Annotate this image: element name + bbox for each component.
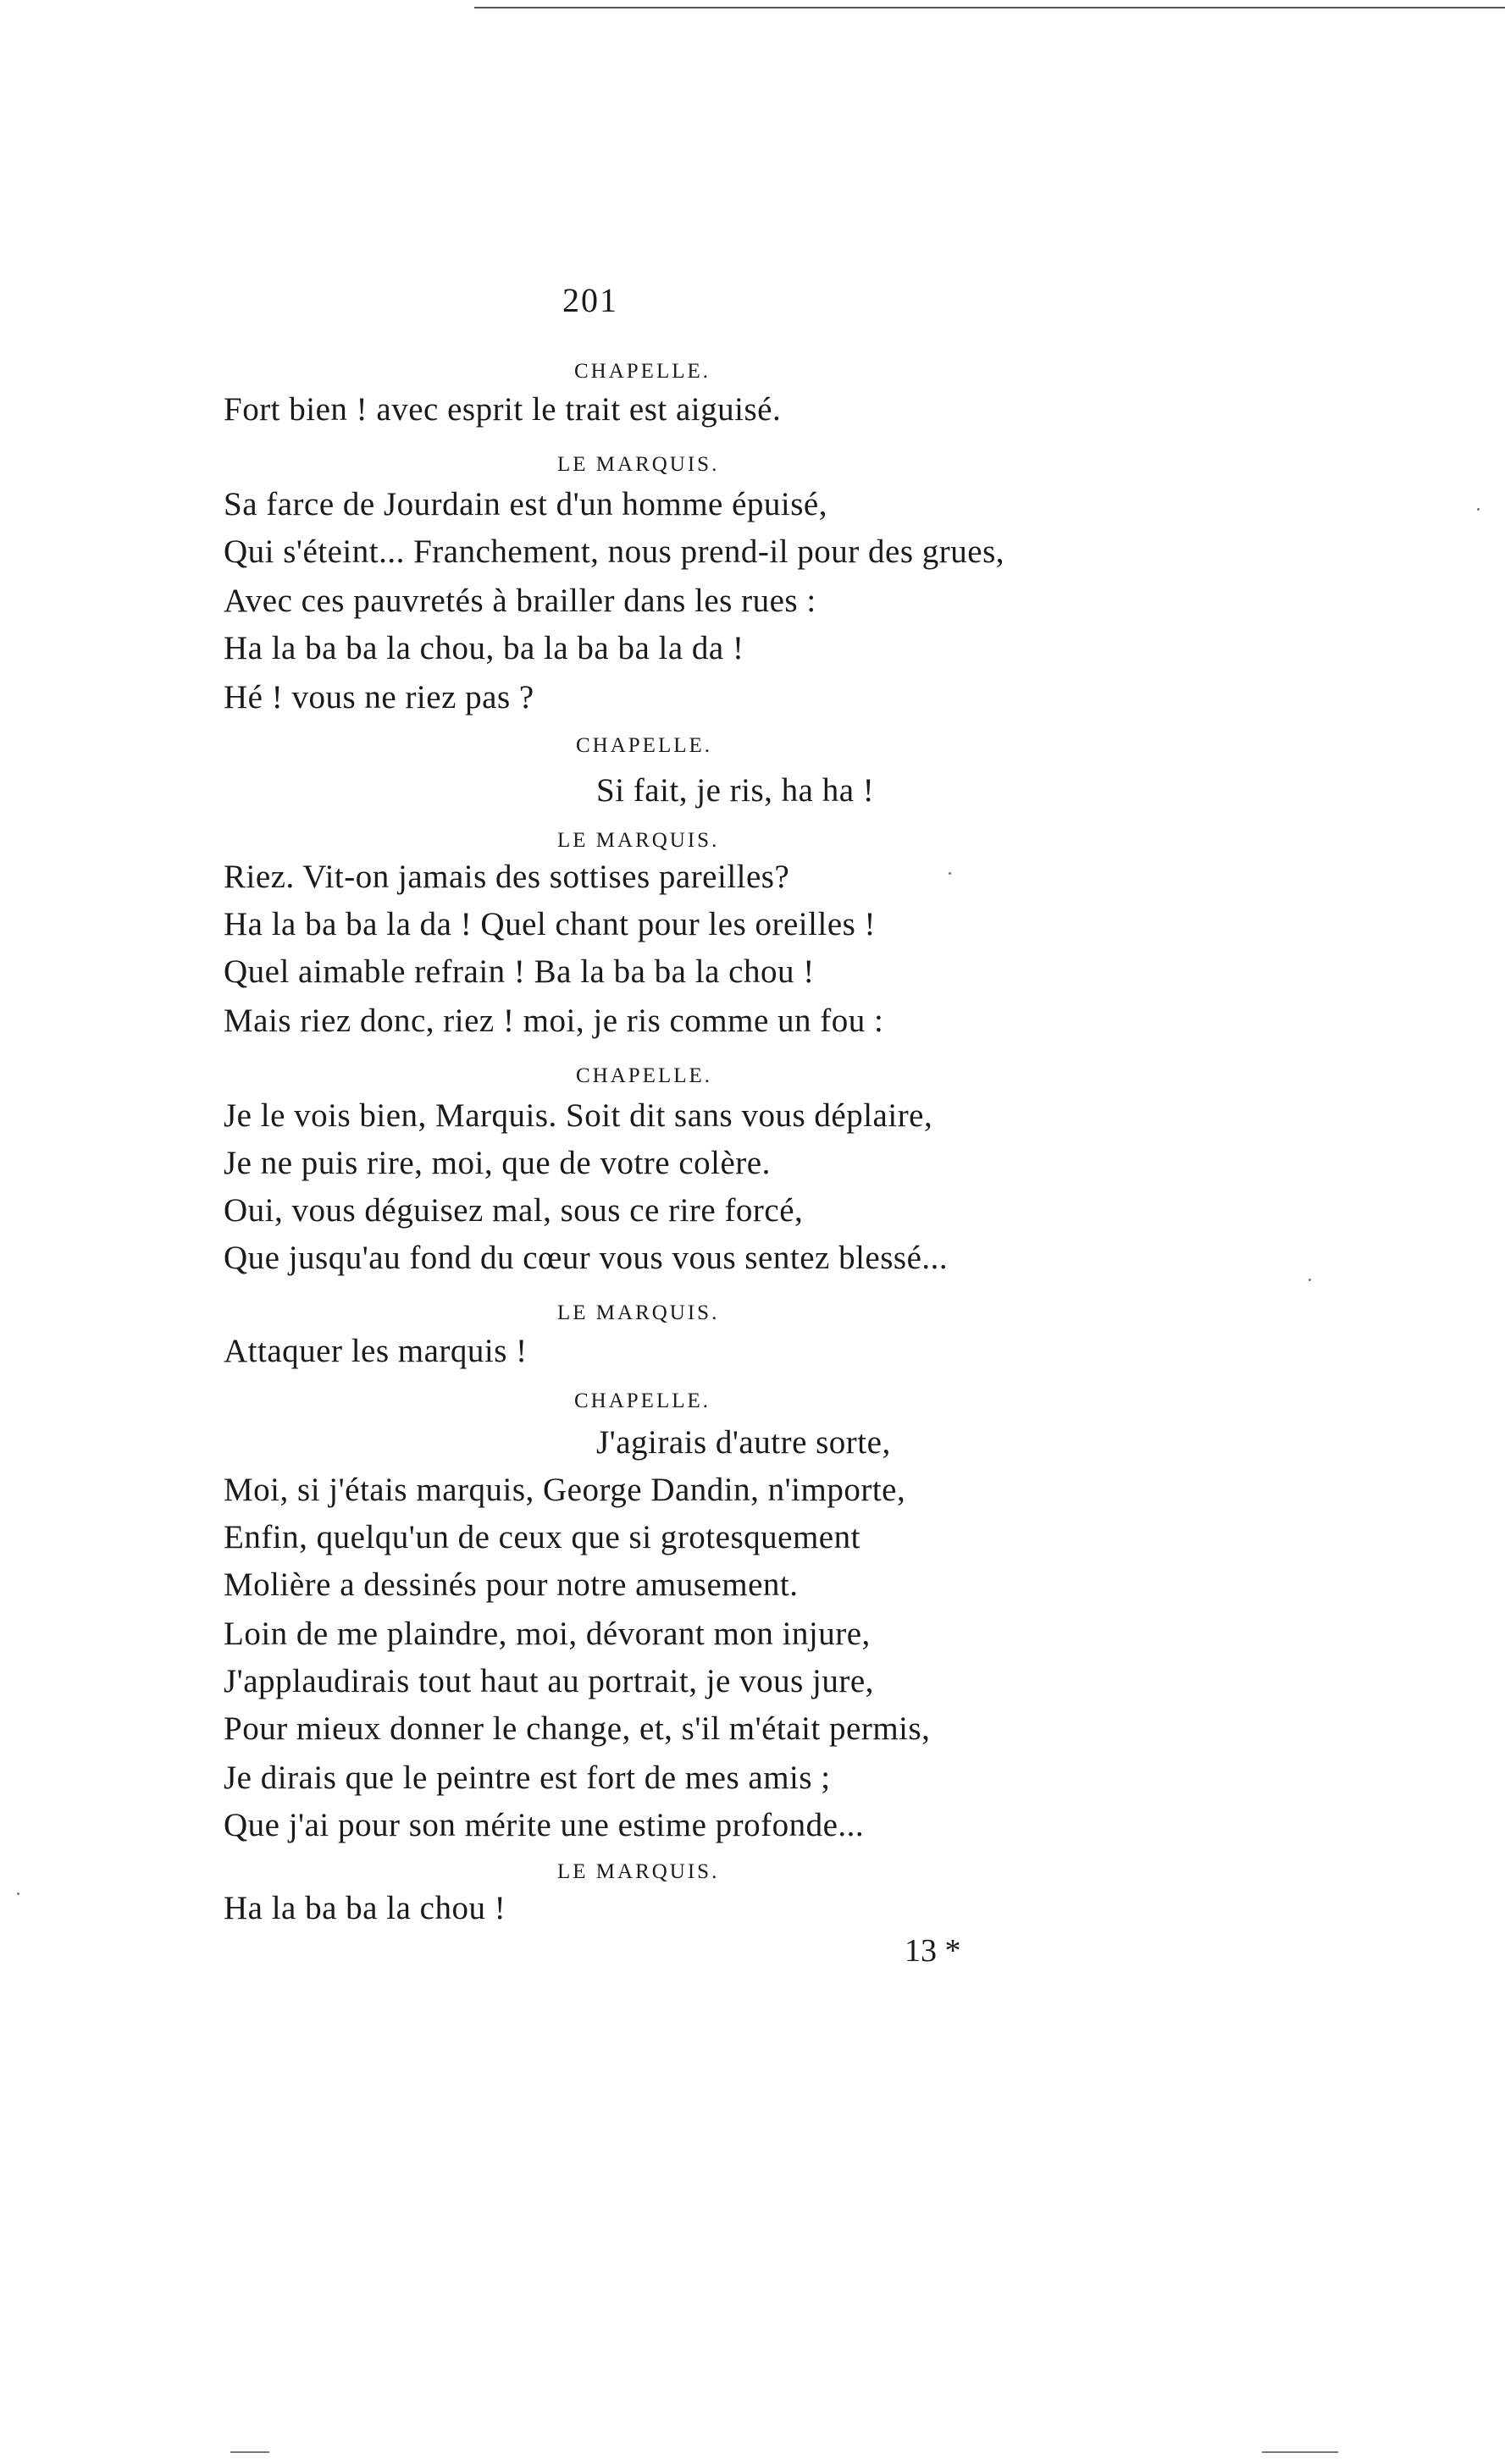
verse-line: Hé ! vous ne riez pas ? [224, 679, 534, 715]
top-rule [474, 7, 1505, 8]
verse-line: Oui, vous déguisez mal, sous ce rire forcé, [224, 1192, 804, 1229]
verse-line: Avec ces pauvretés à brailler dans les rues : [224, 583, 816, 619]
verse-line: Attaquer les marquis ! [224, 1333, 528, 1369]
verse-line: Molière a dessinés pour notre amusement. [224, 1566, 799, 1603]
verse-line: Riez. Vit-on jamais des sottises pareilles? [224, 859, 790, 895]
speaker-label: LE MARQUIS. [557, 829, 720, 852]
verse-line: Moi, si j'étais marquis, George Dandin, n'importe, [224, 1472, 906, 1508]
scan-speck [1309, 1279, 1311, 1281]
verse-line: Loin de me plaindre, moi, dévorant mon injure, [224, 1616, 871, 1652]
verse-line: Enfin, quelqu'un de ceux que si grotesquement [224, 1519, 860, 1555]
verse-line: Ha la ba ba la chou ! [224, 1890, 506, 1926]
speaker-label: LE MARQUIS. [557, 453, 720, 476]
verse-line: Fort bien ! avec esprit le trait est aiguisé. [224, 391, 782, 428]
verse-line: Mais riez donc, riez ! moi, je ris comme un fou : [224, 1003, 884, 1039]
verse-line: Je le vois bien, Marquis. Soit dit sans vous déplaire, [224, 1097, 933, 1134]
scan-speck [949, 872, 951, 875]
verse-line: Pour mieux donner le change, et, s'il m'était permis, [224, 1710, 931, 1747]
speaker-label: CHAPELLE. [576, 1064, 713, 1087]
verse-line: Qui s'éteint... Franchement, nous prend-il pour des grues, [224, 533, 1005, 570]
verse-line: Ha la ba ba la da ! Quel chant pour les oreilles ! [224, 906, 877, 942]
verse-line: Ha la ba ba la chou, ba la ba ba la da ! [224, 630, 744, 666]
verse-line: Sa farce de Jourdain est d'un homme épuisé, [224, 486, 827, 522]
scan-speck [1477, 508, 1480, 511]
bottom-rule [230, 2451, 269, 2453]
speaker-label: CHAPELLE. [574, 360, 711, 383]
signature-mark: 13 * [905, 1933, 961, 1969]
verse-line: Si fait, je ris, ha ha ! [596, 772, 875, 809]
verse-line: Que j'ai pour son mérite une estime profonde... [224, 1807, 865, 1843]
page-number: 201 [562, 281, 618, 319]
verse-line: Quel aimable refrain ! Ba la ba ba la chou ! [224, 953, 815, 990]
speaker-label: CHAPELLE. [574, 1389, 711, 1412]
speaker-label: LE MARQUIS. [557, 1301, 720, 1324]
verse-line: J'applaudirais tout haut au portrait, je vous jure, [224, 1663, 874, 1699]
scan-speck [17, 1892, 19, 1895]
bottom-rule [1262, 2451, 1338, 2453]
verse-line: Je dirais que le peintre est fort de mes amis ; [224, 1760, 831, 1796]
verse-line: Je ne puis rire, moi, que de votre colère. [224, 1145, 771, 1181]
verse-line: J'agirais d'autre sorte, [596, 1424, 891, 1461]
speaker-label: LE MARQUIS. [557, 1860, 720, 1883]
verse-line: Que jusqu'au fond du cœur vous vous sentez blessé... [224, 1240, 949, 1276]
speaker-label: CHAPELLE. [576, 734, 713, 757]
